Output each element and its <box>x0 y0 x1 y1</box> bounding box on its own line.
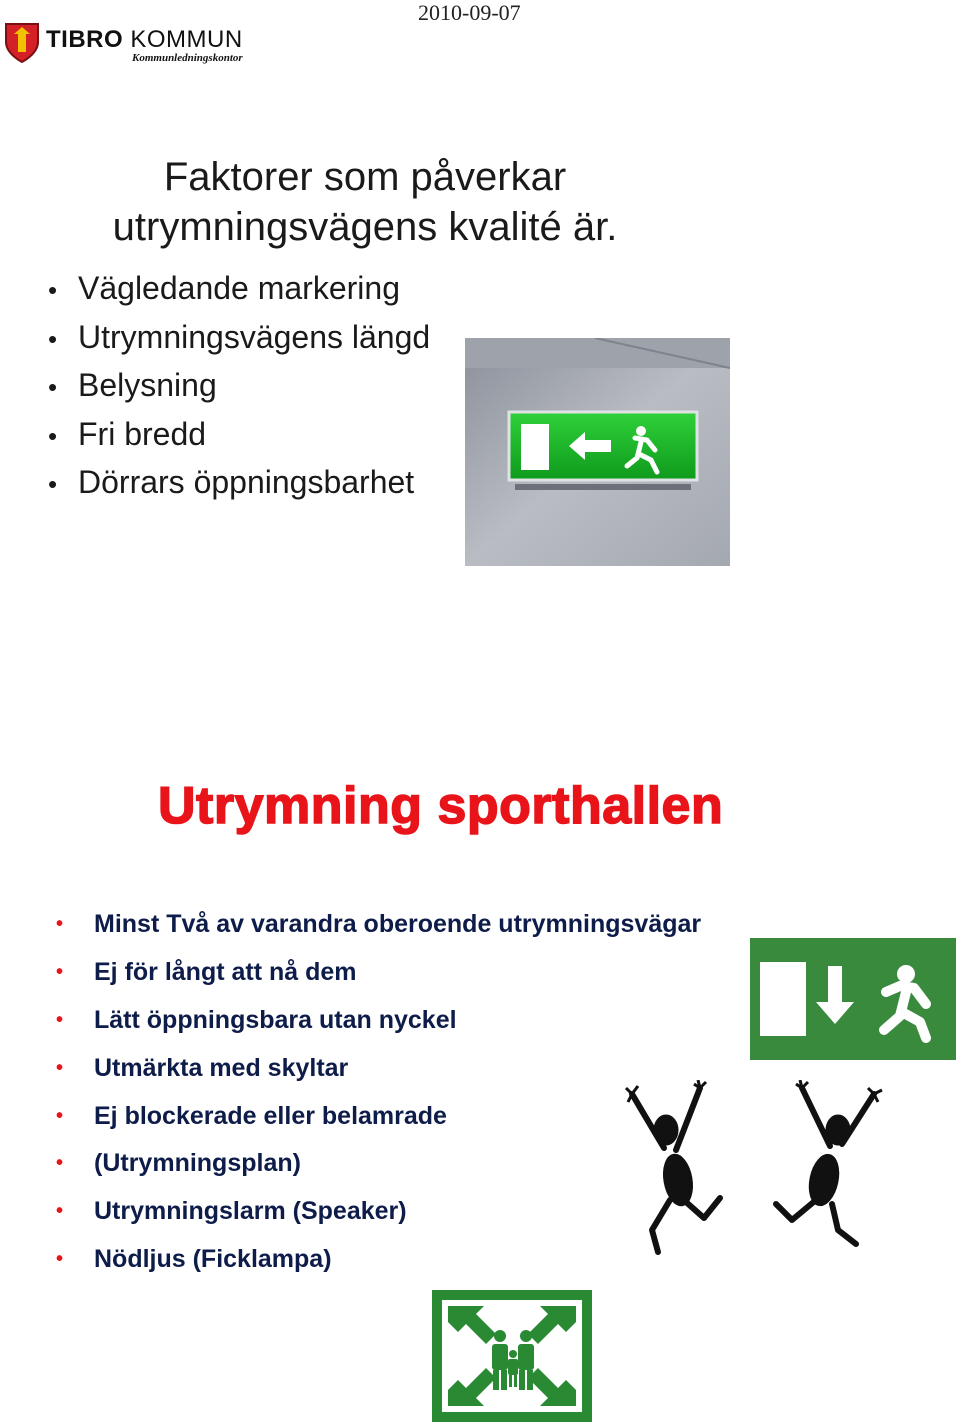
slide1-title <box>60 152 670 252</box>
list-item: • Ej blockerade eller belamrade <box>56 1096 701 1144</box>
list-item: • Lätt öppningsbara utan nyckel <box>56 1000 701 1048</box>
slide2-bullet-list <box>56 904 701 1287</box>
logo-subtitle: Kommunledningskontor <box>132 52 243 64</box>
list-item: • Ej för långt att nå dem <box>56 952 701 1000</box>
slide1-title-line1: Faktorer som påverkar <box>163 155 567 199</box>
slide1-title-line2: utrymningsvägens kvalité är. <box>112 205 618 249</box>
list-item: • Fri bredd <box>48 412 430 461</box>
list-item: • Vägledande markering <box>48 266 430 315</box>
list-item: • Nödljus (Ficklampa) <box>56 1239 701 1287</box>
list-item: • Minst Två av varandra oberoende utrymningsvägar <box>56 904 701 952</box>
page-date: 2010-09-07 <box>418 0 521 25</box>
list-item: • Belysning <box>48 363 430 412</box>
tibro-coat-of-arms-icon <box>4 22 40 64</box>
dancing-figures-icon <box>616 1080 888 1260</box>
tibro-logo <box>4 22 254 66</box>
slide1-bullet-list <box>48 266 430 509</box>
list-item: • Utrymningsvägens längd <box>48 315 430 364</box>
exit-sign-photo <box>465 338 730 566</box>
list-item: • Utrymningslarm (Speaker) <box>56 1191 701 1239</box>
emergency-exit-sign-icon <box>750 938 956 1060</box>
list-item: • Dörrars öppningsbarhet <box>48 460 430 509</box>
logo-brand: TIBRO KOMMUN <box>46 26 243 53</box>
list-item: • (Utrymningsplan) <box>56 1143 701 1191</box>
assembly-point-icon <box>432 1290 592 1422</box>
slide2-title: Utrymning sporthallen <box>158 777 724 835</box>
list-item: • Utmärkta med skyltar <box>56 1048 701 1096</box>
